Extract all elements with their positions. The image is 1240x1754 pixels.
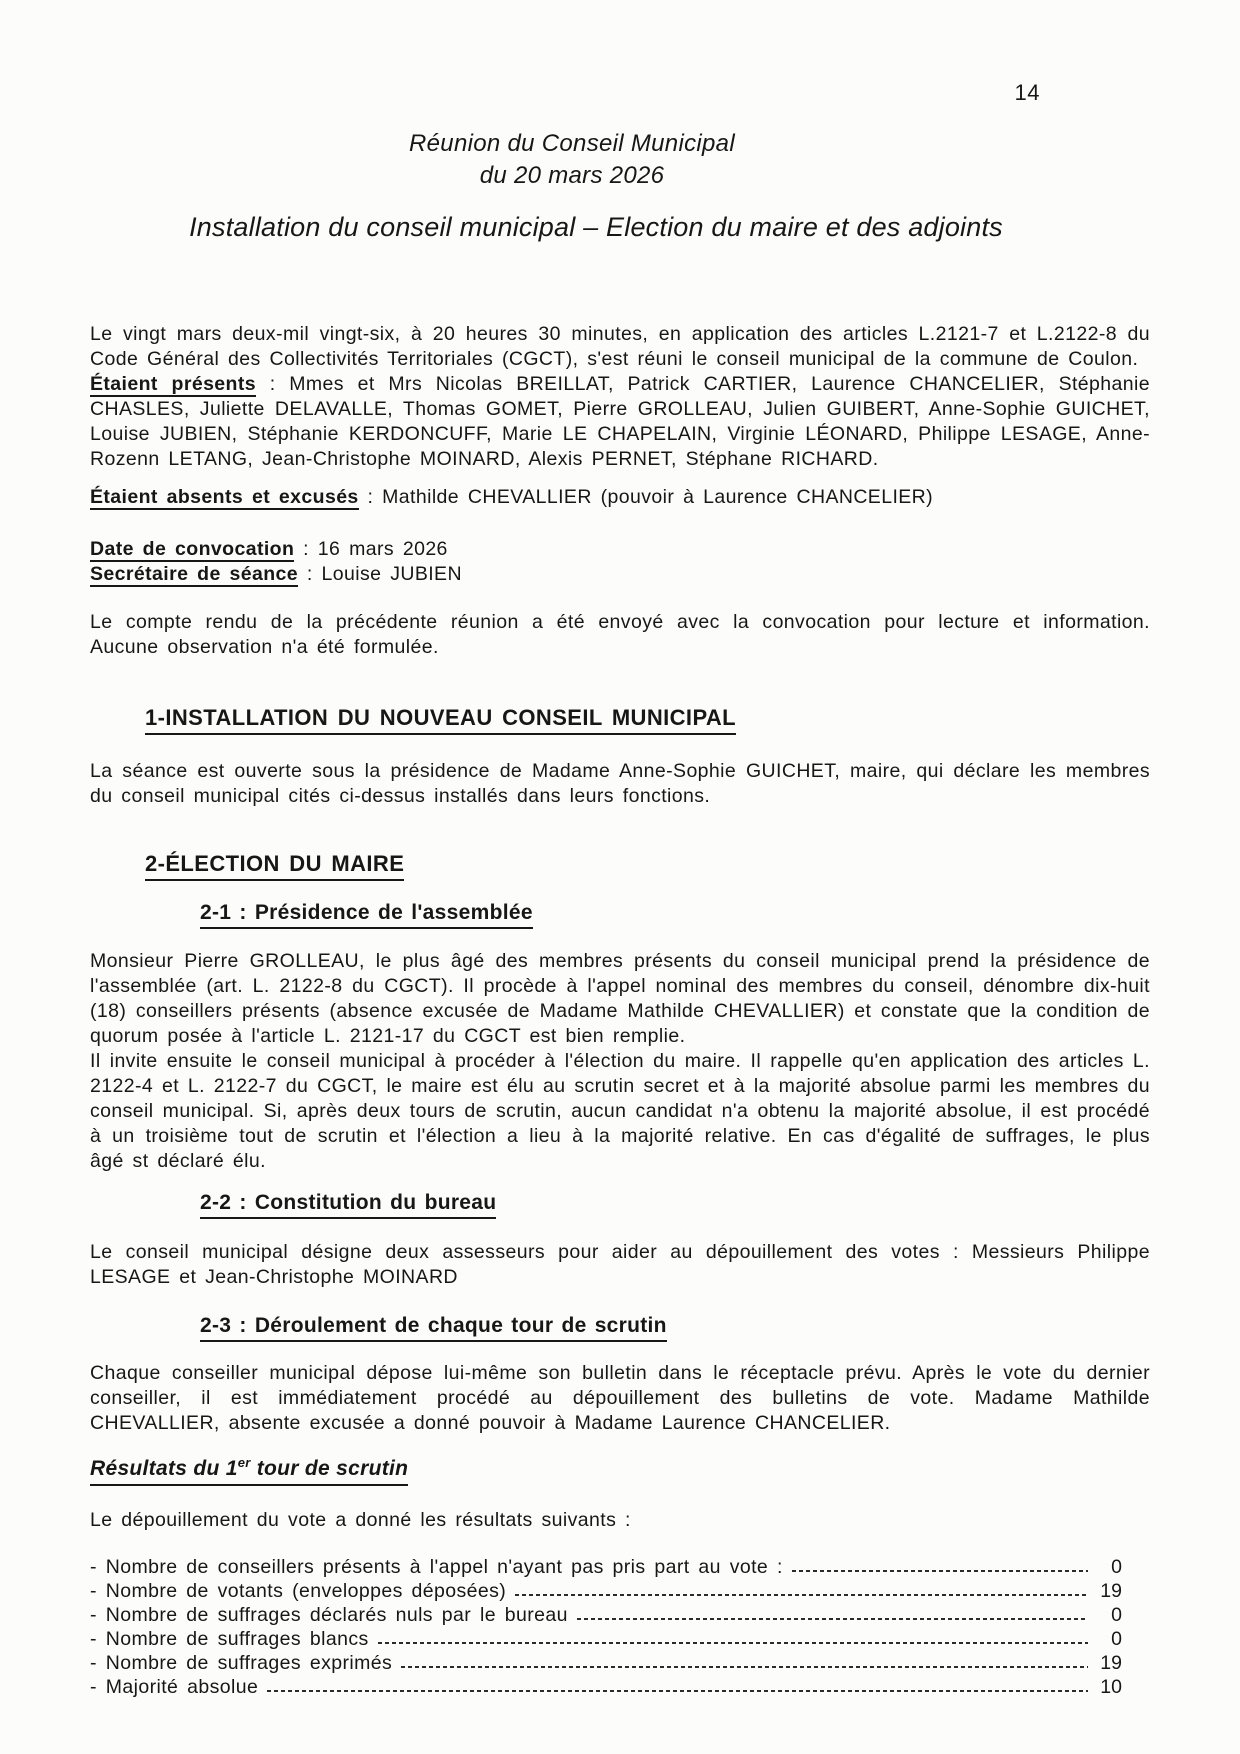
result-row	[90, 1579, 1122, 1603]
section2-3-paragraph: Chaque conseiller municipal dépose lui-même son bulletin dans le réceptacle prévu. Après le vote du dernier conseiller, il est immédiatement procédé au dépouillement des bulletins de vote. Madame Mathilde CHEVALLIER, absente excusée a donné pouvoir à Madame Laurence CHANCELIER.	[90, 1362, 1150, 1434]
paragraph-absents	[90, 485, 1150, 510]
results-heading-superscript: er	[237, 1455, 251, 1470]
line-convocation	[90, 537, 1150, 562]
section1-paragraph: La séance est ouverte sous la présidence de Madame Anne-Sophie GUICHET, maire, qui déclare les membres du conseil municipal cités ci-dessus installés dans leurs fonctions.	[90, 760, 1150, 807]
results-heading-text2: tour de scrutin	[250, 1457, 409, 1480]
section2-2-paragraph: Le conseil municipal désigne deux assesseurs pour aider au dépouillement des votes : Messieurs Philippe LESAGE et Jean-Christophe MOINARD	[90, 1241, 1150, 1288]
line-secretaire	[90, 562, 1150, 587]
absents-text: : Mathilde CHEVALLIER (pouvoir à Laurence CHANCELIER)	[358, 486, 934, 508]
result-value: 0	[1111, 1556, 1122, 1578]
section2-3-heading: 2-3 : Déroulement de chaque tour de scrutin	[200, 1314, 667, 1342]
result-value: 19	[1100, 1580, 1122, 1602]
result-row	[90, 1603, 1122, 1627]
result-row	[90, 1675, 1122, 1699]
result-label: - Nombre de votants (enveloppes déposées)	[90, 1580, 507, 1602]
paragraph-opening: Le vingt mars deux-mil vingt-six, à 20 heures 30 minutes, en application des articles L.2121-7 et L.2122-8 du Code Général des Collectivités Territoriales (CGCT), s'est réuni le conseil municipal de la commune de Coulon.	[90, 323, 1150, 370]
result-label: - Majorité absolue	[90, 1676, 259, 1698]
dotted-leader	[267, 1690, 1088, 1692]
section2-heading: 2-ÉLECTION DU MAIRE	[145, 851, 404, 881]
result-value: 0	[1111, 1628, 1122, 1650]
presents-label: Étaient présents	[90, 373, 257, 395]
result-row	[90, 1555, 1122, 1579]
result-label: - Nombre de suffrages déclarés nuls par le bureau	[90, 1604, 568, 1626]
convocation-text: : 16 mars 2026	[294, 538, 448, 560]
results-intro: Le dépouillement du vote a donné les résultats suivants :	[90, 1509, 631, 1531]
dotted-leader	[515, 1594, 1088, 1596]
title-block	[42, 0, 1102, 192]
result-label: - Nombre de suffrages exprimés	[90, 1652, 393, 1674]
result-value: 10	[1100, 1676, 1122, 1698]
result-label: - Nombre de conseillers présents à l'appel n'ayant pas pris part au vote :	[90, 1556, 783, 1578]
dotted-leader	[401, 1666, 1088, 1668]
dotted-leader	[577, 1618, 1088, 1620]
dotted-leader	[378, 1642, 1088, 1644]
result-row	[90, 1651, 1122, 1675]
section1-heading: 1-INSTALLATION DU NOUVEAU CONSEIL MUNICIPAL	[145, 705, 736, 735]
results-list	[90, 1555, 1122, 1699]
result-value: 19	[1100, 1652, 1122, 1674]
absents-label: Étaient absents et excusés	[90, 486, 359, 508]
result-row	[90, 1627, 1122, 1651]
secretaire-label: Secrétaire de séance	[90, 563, 299, 585]
page-number: 14	[1014, 80, 1040, 105]
paragraph-presents	[90, 372, 1150, 472]
results-heading-text: Résultats du 1	[90, 1457, 238, 1480]
convocation-label: Date de convocation	[90, 538, 295, 560]
section2-1-paragraph1: Monsieur Pierre GROLLEAU, le plus âgé des membres présents du conseil municipal prend la présidence de l'assemblée (art. L. 2122-8 du CGCT). Il procède à l'appel nominal des membres du conseil, dénombre dix-huit (18) conseillers présents (absence excusée de Madame Mathilde CHEVALLIER) et constate que la condition de quorum posée à l'article L. 2121-17 du CGCT est bien remplie.	[90, 950, 1150, 1047]
paragraph-compte-rendu: Le compte rendu de la précédente réunion a été envoyé avec la convocation pour lecture et information. Aucune observation n'a été formulée.	[90, 611, 1150, 658]
presents-text: : Mmes et Mrs Nicolas BREILLAT, Patrick CARTIER, Laurence CHANCELIER, Stéphanie CHASLES, Juliette DELAVALLE, Thomas GOMET, Pierre GROLLEAU, Julien GUIBERT, Anne-Sophie GUICHET, Louise JUBIEN, Stéphanie KERDONCUFF, Marie LE CHAPELAIN, Virginie LÉONARD, Philippe LESAGE, Anne-Rozenn LETANG, Jean-Christophe MOINARD, Alexis PERNET, Stéphane RICHARD.	[90, 373, 1150, 470]
result-label: - Nombre de suffrages blancs	[90, 1628, 369, 1650]
dotted-leader	[792, 1570, 1088, 1572]
section2-1-heading: 2-1 : Présidence de l'assemblée	[200, 901, 533, 929]
doc-subtitle: Installation du conseil municipal – Election du maire et des adjoints	[189, 212, 1003, 242]
section2-1-paragraph2: Il invite ensuite le conseil municipal à procéder à l'élection du maire. Il rappelle qu'en application des articles L. 2122-4 et L. 2122-7 du CGCT, le maire est élu au scrutin secret et à la majorité absolue parmi les membres du conseil municipal. Si, après deux tours de scrutin, aucun candidat n'a obtenu la majorité absolue, il est procédé à un troisième tout de scrutin et l'élection a lieu à la majorité relative. En cas d'égalité de suffrages, le plus âgé st déclaré élu.	[90, 1050, 1150, 1172]
doc-title-line2: du 20 mars 2026	[479, 162, 665, 189]
doc-title-line1: Réunion du Conseil Municipal	[409, 130, 735, 157]
section2-2-heading: 2-2 : Constitution du bureau	[200, 1191, 496, 1219]
results-heading	[90, 1455, 408, 1486]
result-value: 0	[1111, 1604, 1122, 1626]
secretaire-text: : Louise JUBIEN	[298, 563, 462, 585]
